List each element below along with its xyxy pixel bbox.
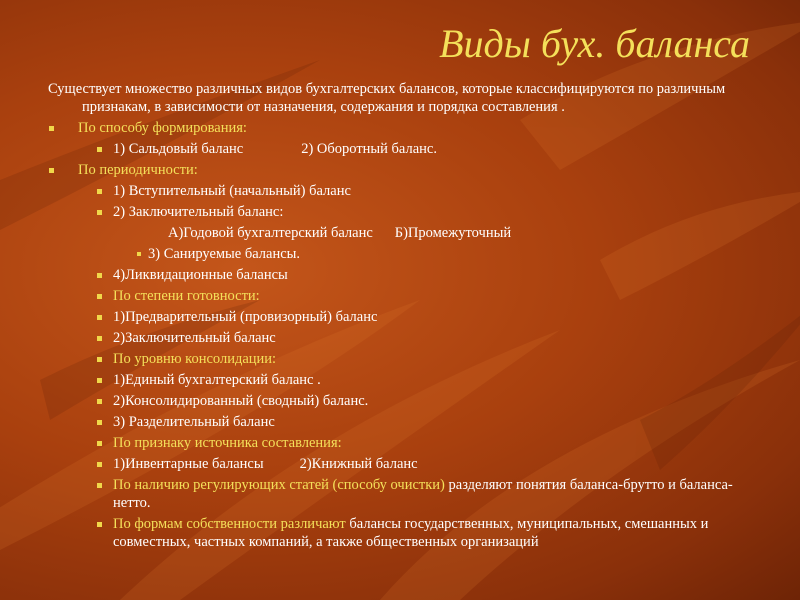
item-text: А)Годовой бухгалтерский баланс [168, 225, 373, 241]
list-item [48, 350, 758, 368]
item-text: 4)Ликвидационные балансы [113, 267, 288, 283]
intro-paragraph: Существует множество различных видов бухгалтерских балансов, которые классифицируются по различным признакам, в зависимости от назначения, содержания и порядка составления . [48, 81, 726, 115]
list-item [48, 413, 758, 431]
category-heading: По периодичности: [78, 162, 198, 178]
bullet-icon [97, 336, 102, 341]
item-text: разделяют понятия баланса-брутто и баланса-нетто. [113, 477, 733, 511]
bullet-icon [137, 252, 141, 256]
item-text: Б)Промежуточный [394, 225, 512, 241]
list-item [48, 434, 758, 452]
list-item [48, 329, 758, 347]
item-text: 1) Вступительный (начальный) баланс [113, 183, 351, 199]
list-item [48, 224, 758, 242]
item-text: 3) Санируемые балансы. [148, 246, 301, 262]
bullet-icon [97, 399, 102, 404]
list-item [48, 203, 758, 221]
bullet-icon [97, 147, 102, 152]
item-text: 2)Заключительный баланс [113, 330, 276, 346]
bullet-icon [97, 210, 102, 215]
list-item [48, 392, 758, 410]
slide-content [48, 80, 758, 551]
category-heading: По наличию регулирующих статей (способу очистки) [113, 477, 445, 493]
item-text: балансы государственных, муниципальных, смешанных и совместных, частных компаний, а также общественных организаций [113, 516, 709, 550]
category-heading: По признаку источника составления: [113, 435, 342, 451]
list-item [48, 266, 758, 284]
bullet-icon [49, 168, 54, 173]
bullet-icon [97, 420, 102, 425]
category-heading: По степени готовности: [113, 288, 260, 304]
list-item [48, 515, 758, 551]
bullet-icon [97, 315, 102, 320]
bullet-icon [97, 441, 102, 446]
slide-title: Виды бух. баланса [439, 21, 750, 66]
bullet-icon [97, 483, 102, 488]
category-heading: По способу формирования: [78, 120, 247, 136]
list-item [48, 287, 758, 305]
category-heading: По формам собственности различают [113, 516, 346, 532]
bullet-icon [97, 522, 102, 527]
item-text: 2)Книжный баланс [299, 456, 418, 472]
list-item [48, 455, 758, 473]
list-item [48, 161, 758, 179]
list-item [48, 371, 758, 389]
item-text: 1)Инвентарные балансы [113, 456, 264, 472]
bullet-icon [49, 126, 54, 131]
item-text: 2) Оборотный баланс. [301, 141, 437, 157]
list-item [48, 476, 758, 512]
category-heading: По уровню консолидации: [113, 351, 277, 367]
item-text: 3) Разделительный баланс [113, 414, 275, 430]
bullet-icon [97, 294, 102, 299]
list-item [48, 140, 758, 158]
list-item [48, 119, 758, 137]
item-text: 2)Консолидированный (сводный) баланс. [113, 393, 369, 409]
bullet-icon [97, 357, 102, 362]
list-item [48, 182, 758, 200]
bullet-icon [97, 273, 102, 278]
item-text: 1) Сальдовый баланс [113, 141, 244, 157]
item-text: 1)Единый бухгалтерский баланс . [113, 372, 321, 388]
item-text: 2) Заключительный баланс: [113, 204, 284, 220]
bullet-icon [97, 189, 102, 194]
item-text: 1)Предварительный (провизорный) баланс [113, 309, 378, 325]
list-item [48, 245, 758, 263]
list-item [48, 308, 758, 326]
bullet-icon [97, 378, 102, 383]
bullet-icon [97, 462, 102, 467]
